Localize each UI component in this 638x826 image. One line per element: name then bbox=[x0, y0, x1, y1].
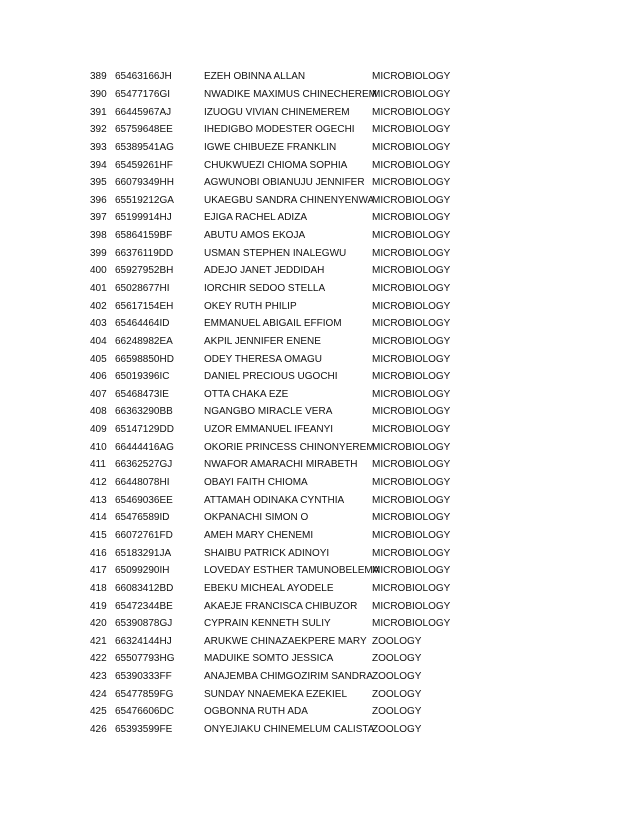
student-name-cell: OKPANACHI SIMON O bbox=[204, 512, 309, 524]
registration-number-cell: 65468473IE bbox=[115, 388, 169, 400]
table-row bbox=[90, 597, 590, 615]
student-name-cell: NGANGBO MIRACLE VERA bbox=[204, 406, 333, 418]
student-name-cell: LOVEDAY ESTHER TAMUNOBELEMA bbox=[204, 565, 380, 577]
registration-number-cell: 66072761FD bbox=[115, 529, 173, 541]
registration-number-cell: 65472344BE bbox=[115, 600, 173, 612]
serial-number-cell: 407 bbox=[90, 388, 107, 400]
serial-number-cell: 402 bbox=[90, 300, 107, 312]
department-cell: MICROBIOLOGY bbox=[372, 88, 451, 100]
serial-number-cell: 399 bbox=[90, 247, 107, 259]
serial-number-cell: 400 bbox=[90, 265, 107, 277]
student-name-cell: UKAEGBU SANDRA CHINENYENWA bbox=[204, 194, 375, 206]
table-row bbox=[90, 333, 590, 351]
student-name-cell: AKPIL JENNIFER ENENE bbox=[204, 335, 321, 347]
serial-number-cell: 389 bbox=[90, 71, 107, 83]
table-row bbox=[90, 244, 590, 262]
department-cell: MICROBIOLOGY bbox=[372, 141, 451, 153]
student-name-cell: ONYEJIAKU CHINEMELUM CALISTA bbox=[204, 724, 375, 736]
serial-number-cell: 420 bbox=[90, 618, 107, 630]
student-name-cell: OBAYI FAITH CHIOMA bbox=[204, 477, 308, 489]
registration-number-cell: 65099290IH bbox=[115, 565, 170, 577]
table-row bbox=[90, 456, 590, 474]
table-row bbox=[90, 227, 590, 245]
department-cell: MICROBIOLOGY bbox=[372, 300, 451, 312]
registration-number-cell: 65469036EE bbox=[115, 494, 173, 506]
table-row bbox=[90, 280, 590, 298]
department-cell: ZOOLOGY bbox=[372, 706, 422, 718]
department-cell: MICROBIOLOGY bbox=[372, 441, 451, 453]
student-name-cell: USMAN STEPHEN INALEGWU bbox=[204, 247, 347, 259]
table-row bbox=[90, 209, 590, 227]
serial-number-cell: 424 bbox=[90, 688, 107, 700]
registration-number-cell: 65389541AG bbox=[115, 141, 174, 153]
department-cell: MICROBIOLOGY bbox=[372, 618, 451, 630]
table-row bbox=[90, 86, 590, 104]
serial-number-cell: 414 bbox=[90, 512, 107, 524]
serial-number-cell: 392 bbox=[90, 124, 107, 136]
table-row bbox=[90, 139, 590, 157]
department-cell: MICROBIOLOGY bbox=[372, 388, 451, 400]
student-name-cell: NWAFOR AMARACHI MIRABETH bbox=[204, 459, 358, 471]
serial-number-cell: 401 bbox=[90, 283, 107, 294]
table-row bbox=[90, 474, 590, 492]
department-cell: ZOOLOGY bbox=[372, 724, 422, 736]
registration-number-cell: 66248982EA bbox=[115, 335, 173, 347]
registration-number-cell: 65507793HG bbox=[115, 653, 175, 665]
serial-number-cell: 404 bbox=[90, 335, 107, 347]
department-cell: MICROBIOLOGY bbox=[372, 265, 451, 277]
registration-number-cell: 66445967AJ bbox=[115, 106, 172, 118]
department-cell: MICROBIOLOGY bbox=[372, 512, 451, 524]
serial-number-cell: 415 bbox=[90, 529, 107, 541]
table-row bbox=[90, 421, 590, 439]
student-name-cell: DANIEL PRECIOUS UGOCHI bbox=[204, 371, 338, 383]
serial-number-cell: 403 bbox=[90, 318, 107, 330]
student-name-cell: AKAEJE FRANCISCA CHIBUZOR bbox=[204, 600, 358, 612]
department-cell: MICROBIOLOGY bbox=[372, 194, 451, 206]
table-row bbox=[90, 68, 590, 86]
registration-number-cell: 65147129DD bbox=[115, 424, 174, 436]
serial-number-cell: 405 bbox=[90, 353, 107, 365]
table-row bbox=[90, 650, 590, 668]
registration-number-cell: 65390878GJ bbox=[115, 618, 173, 630]
student-name-cell: EZEH OBINNA ALLAN bbox=[204, 71, 306, 83]
student-name-cell: EJIGA RACHEL ADIZA bbox=[204, 212, 307, 224]
department-cell: MICROBIOLOGY bbox=[372, 124, 451, 136]
table-row bbox=[90, 685, 590, 703]
department-cell: ZOOLOGY bbox=[372, 635, 422, 647]
student-name-cell: OTTA CHAKA EZE bbox=[204, 388, 289, 400]
department-cell: MICROBIOLOGY bbox=[372, 371, 451, 383]
registration-number-cell: 66448078HI bbox=[115, 477, 170, 489]
table-row bbox=[90, 403, 590, 421]
student-name-cell: OKEY RUTH PHILIP bbox=[204, 300, 297, 312]
department-cell: MICROBIOLOGY bbox=[372, 477, 451, 489]
department-cell: MICROBIOLOGY bbox=[372, 230, 451, 242]
table-row bbox=[90, 156, 590, 174]
serial-number-cell: 422 bbox=[90, 653, 107, 665]
table-row bbox=[90, 315, 590, 333]
table-row bbox=[90, 527, 590, 545]
student-name-cell: IHEDIGBO MODESTER OGECHI bbox=[204, 124, 355, 136]
registration-number-cell: 66362527GJ bbox=[115, 459, 173, 471]
student-name-cell: EMMANUEL ABIGAIL EFFIOM bbox=[204, 318, 342, 330]
serial-number-cell: 421 bbox=[90, 635, 107, 647]
student-name-cell: OKORIE PRINCESS CHINONYEREM bbox=[204, 441, 375, 453]
registration-number-cell: 65759648EE bbox=[115, 124, 173, 136]
student-name-cell: ATTAMAH ODINAKA CYNTHIA bbox=[204, 494, 345, 506]
serial-number-cell: 395 bbox=[90, 177, 107, 189]
serial-number-cell: 396 bbox=[90, 194, 107, 206]
department-cell: MICROBIOLOGY bbox=[372, 424, 451, 436]
student-name-cell: NWADIKE MAXIMUS CHINECHEREM bbox=[204, 88, 377, 100]
student-name-cell: AGWUNOBI OBIANUJU JENNIFER bbox=[204, 177, 365, 189]
registration-number-cell: 65019396IC bbox=[115, 371, 170, 383]
registration-number-cell: 65463166JH bbox=[115, 71, 172, 83]
table-row bbox=[90, 580, 590, 598]
student-name-cell: CYPRAIN KENNETH SULIY bbox=[204, 618, 331, 630]
serial-number-cell: 425 bbox=[90, 706, 107, 718]
table-row bbox=[90, 350, 590, 368]
department-cell: MICROBIOLOGY bbox=[372, 494, 451, 506]
registration-number-cell: 65393599FE bbox=[115, 724, 173, 736]
department-cell: MICROBIOLOGY bbox=[372, 565, 451, 577]
registration-number-cell: 65459261HF bbox=[115, 159, 173, 171]
table-row bbox=[90, 174, 590, 192]
student-name-cell: EBEKU MICHEAL AYODELE bbox=[204, 582, 334, 594]
table-row bbox=[90, 368, 590, 386]
student-name-cell: ARUKWE CHINAZAEKPERE MARY bbox=[204, 635, 367, 647]
student-name-cell: SUNDAY NNAEMEKA EZEKIEL bbox=[204, 688, 348, 700]
table-row bbox=[90, 297, 590, 315]
serial-number-cell: 397 bbox=[90, 212, 107, 224]
registration-number-cell: 66079349HH bbox=[115, 177, 174, 189]
registration-number-cell: 65477859FG bbox=[115, 688, 174, 700]
department-cell: MICROBIOLOGY bbox=[372, 247, 451, 259]
student-name-cell: OGBONNA RUTH ADA bbox=[204, 706, 308, 718]
student-name-cell: MADUIKE SOMTO JESSICA bbox=[204, 653, 334, 665]
registration-number-cell: 65390333FF bbox=[115, 671, 172, 683]
student-name-cell: IZUOGU VIVIAN CHINEMEREM bbox=[204, 106, 350, 118]
department-cell: MICROBIOLOGY bbox=[372, 600, 451, 612]
department-cell: MICROBIOLOGY bbox=[372, 353, 451, 365]
student-name-cell: IGWE CHIBUEZE FRANKLIN bbox=[204, 141, 337, 153]
table-row bbox=[90, 262, 590, 280]
registration-number-cell: 65477176GI bbox=[115, 88, 171, 100]
serial-number-cell: 390 bbox=[90, 88, 107, 100]
serial-number-cell: 391 bbox=[90, 106, 107, 118]
serial-number-cell: 409 bbox=[90, 424, 107, 436]
registration-number-cell: 66363290BB bbox=[115, 406, 173, 418]
registration-number-cell: 65927952BH bbox=[115, 265, 174, 277]
student-name-cell: UZOR EMMANUEL IFEANYI bbox=[204, 424, 334, 436]
registration-number-cell: 66598850HD bbox=[115, 353, 174, 365]
student-name-cell: ABUTU AMOS EKOJA bbox=[204, 230, 306, 242]
department-cell: ZOOLOGY bbox=[372, 688, 422, 700]
table-row bbox=[90, 721, 590, 739]
table-row bbox=[90, 633, 590, 651]
student-name-cell: SHAIBU PATRICK ADINOYI bbox=[204, 547, 330, 559]
student-name-cell: IORCHIR SEDOO STELLA bbox=[204, 283, 326, 294]
table-row bbox=[90, 103, 590, 121]
serial-number-cell: 394 bbox=[90, 159, 107, 171]
department-cell: MICROBIOLOGY bbox=[372, 212, 451, 224]
table-row bbox=[90, 544, 590, 562]
serial-number-cell: 417 bbox=[90, 565, 107, 577]
table-row bbox=[90, 562, 590, 580]
student-name-cell: ODEY THERESA OMAGU bbox=[204, 353, 322, 365]
registration-number-cell: 65476606DC bbox=[115, 706, 174, 718]
department-cell: MICROBIOLOGY bbox=[372, 406, 451, 418]
registration-number-cell: 66324144HJ bbox=[115, 635, 172, 647]
registration-number-cell: 65519212GA bbox=[115, 194, 174, 206]
serial-number-cell: 408 bbox=[90, 406, 107, 418]
serial-number-cell: 413 bbox=[90, 494, 107, 506]
registration-number-cell: 65464464ID bbox=[115, 318, 170, 330]
table-row bbox=[90, 191, 590, 209]
serial-number-cell: 419 bbox=[90, 600, 107, 612]
table-row bbox=[90, 121, 590, 139]
student-name-cell: ANAJEMBA CHIMGOZIRIM SANDRA bbox=[204, 671, 373, 683]
department-cell: MICROBIOLOGY bbox=[372, 106, 451, 118]
table-row bbox=[90, 668, 590, 686]
serial-number-cell: 410 bbox=[90, 441, 107, 453]
department-cell: MICROBIOLOGY bbox=[372, 283, 451, 294]
registration-number-cell: 65864159BF bbox=[115, 230, 173, 242]
registration-number-cell: 65476589ID bbox=[115, 512, 170, 524]
registration-number-cell: 65199914HJ bbox=[115, 212, 172, 224]
serial-number-cell: 406 bbox=[90, 371, 107, 383]
serial-number-cell: 426 bbox=[90, 724, 107, 736]
registration-number-cell: 66376119DD bbox=[115, 247, 174, 259]
registration-number-cell: 65183291JA bbox=[115, 547, 172, 559]
student-list-table bbox=[90, 68, 590, 738]
student-name-cell: AMEH MARY CHENEMI bbox=[204, 529, 314, 541]
registration-number-cell: 66444416AG bbox=[115, 441, 174, 453]
serial-number-cell: 423 bbox=[90, 671, 107, 683]
department-cell: MICROBIOLOGY bbox=[372, 159, 451, 171]
table-row bbox=[90, 509, 590, 527]
serial-number-cell: 418 bbox=[90, 582, 107, 594]
department-cell: MICROBIOLOGY bbox=[372, 582, 451, 594]
registration-number-cell: 65028677HI bbox=[115, 283, 170, 294]
department-cell: MICROBIOLOGY bbox=[372, 71, 451, 83]
table-row bbox=[90, 703, 590, 721]
department-cell: MICROBIOLOGY bbox=[372, 547, 451, 559]
table-row bbox=[90, 386, 590, 404]
student-name-cell: ADEJO JANET JEDDIDAH bbox=[204, 265, 325, 277]
department-cell: MICROBIOLOGY bbox=[372, 529, 451, 541]
registration-number-cell: 66083412BD bbox=[115, 582, 174, 594]
department-cell: MICROBIOLOGY bbox=[372, 335, 451, 347]
table-row bbox=[90, 438, 590, 456]
student-name-cell: CHUKWUEZI CHIOMA SOPHIA bbox=[204, 159, 348, 171]
serial-number-cell: 411 bbox=[90, 459, 106, 471]
department-cell: MICROBIOLOGY bbox=[372, 318, 451, 330]
serial-number-cell: 393 bbox=[90, 141, 107, 153]
department-cell: ZOOLOGY bbox=[372, 671, 422, 683]
department-cell: ZOOLOGY bbox=[372, 653, 422, 665]
table-row bbox=[90, 615, 590, 633]
registration-number-cell: 65617154EH bbox=[115, 300, 174, 312]
serial-number-cell: 416 bbox=[90, 547, 107, 559]
department-cell: MICROBIOLOGY bbox=[372, 177, 451, 189]
table-row bbox=[90, 491, 590, 509]
department-cell: MICROBIOLOGY bbox=[372, 459, 451, 471]
serial-number-cell: 398 bbox=[90, 230, 107, 242]
serial-number-cell: 412 bbox=[90, 477, 107, 489]
